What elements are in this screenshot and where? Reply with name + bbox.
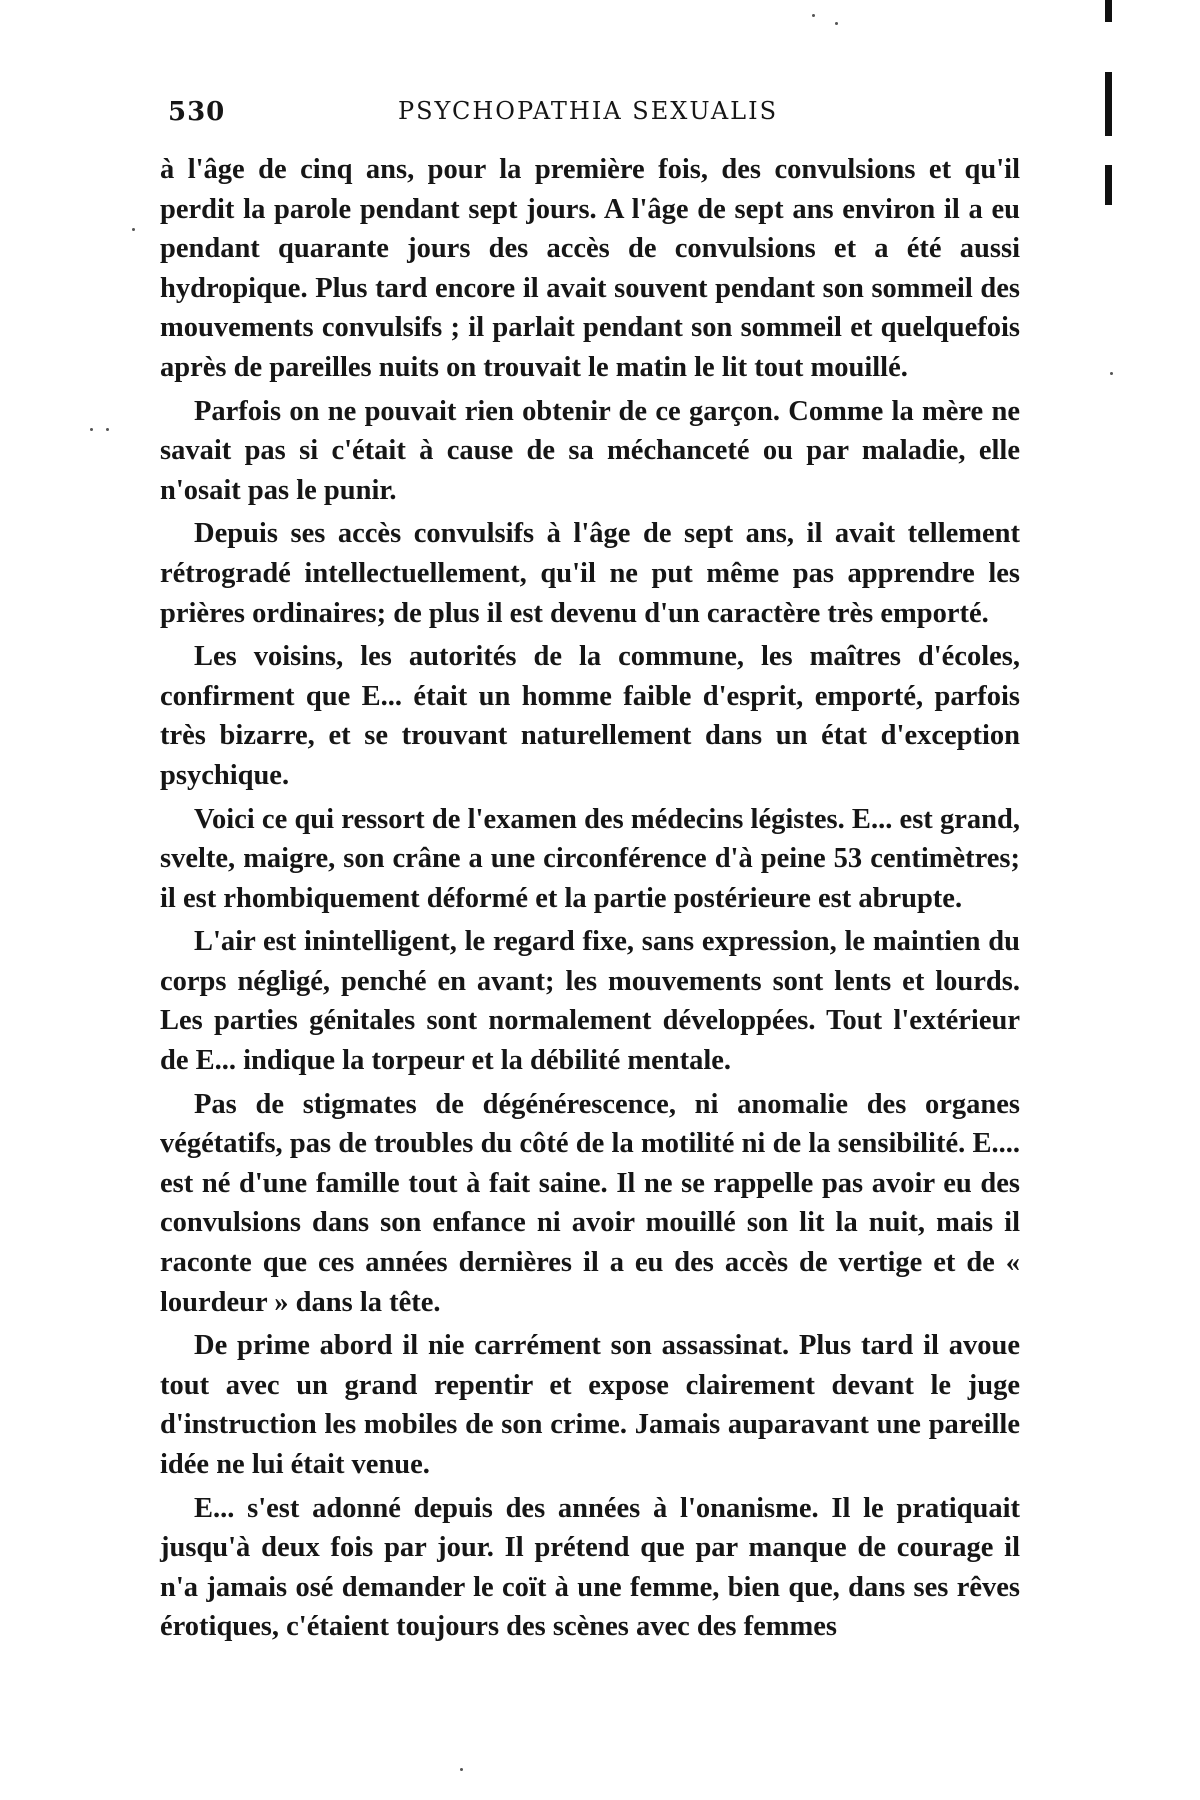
- scan-speck: [106, 428, 109, 431]
- paragraph-4: Les voisins, les autorités de la commune, les maîtres d'écoles, confirment que E... était un homme faible d'esprit, emporté, parfois très bizarre, et se trouvant naturellement dans un état d'exception psychique.: [160, 641, 1020, 791]
- scan-speck: [460, 1768, 463, 1771]
- paragraph-2: Parfois on ne pouvait rien obtenir de ce garçon. Comme la mère ne savait pas si c'était à cause de sa méchanceté ou par maladie, elle n'osait pas le punir.: [160, 395, 1020, 506]
- paragraph-8: De prime abord il nie carrément son assassinat. Plus tard il avoue tout avec un grand repentir et expose clairement devant le juge d'instruction les mobiles de son crime. Jamais auparavant une pareille idée ne lui était venue.: [160, 1330, 1020, 1480]
- scan-speck: [132, 228, 135, 231]
- paragraph-3: Depuis ses accès convulsifs à l'âge de sept ans, il avait tellement rétrogradé intellectuellement, qu'il ne put même pas apprendre les prières ordinaires; de plus il est devenu d'un caractère très emporté.: [160, 518, 1020, 629]
- paragraph-1: à l'âge de cinq ans, pour la première fois, des convulsions et qu'il perdit la parole pendant sept jours. A l'âge de sept ans environ il a eu pendant quarante jours des accès de convulsions et a été aussi hydropique. Plus tard encore il avait souvent pendant son sommeil des mouvements convulsifs ; il parlait pendant son sommeil et quelquefois après de pareilles nuits on trouvait le matin le lit tout mouillé.: [160, 154, 1020, 383]
- paragraph-7: Pas de stigmates de dégénérescence, ni anomalie des organes végétatifs, pas de troubles du côté de la motilité ni de la sensibilité. E.... est né d'une famille tout à fait saine. Il ne se rappelle pas avoir eu des convulsions dans son enfance ni avoir mouillé son lit la nuit, mais il raconte que ces années dernières il a eu des accès de vertige et de « lourdeur » dans la tête.: [160, 1088, 1020, 1318]
- page-header: [168, 97, 1008, 137]
- page-number: 530: [168, 97, 226, 127]
- paragraph-5: Voici ce qui ressort de l'examen des médecins légistes. E... est grand, svelte, maigre, son crâne a une circonférence d'à peine 53 centimètres; il est rhombiquement déformé et la partie postérieure est abrupte.: [160, 803, 1020, 914]
- scan-speck: [812, 14, 815, 17]
- scan-speck: [90, 428, 93, 431]
- scan-edge-mark-middle: [1105, 72, 1112, 136]
- paragraph-6: L'air est inintelligent, le regard fixe, sans expression, le maintien du corps négligé, penché en avant; les mouvements sont lents et lourds. Les parties génitales sont normalement développées. Tout l'extérieur de E... indique la torpeur et la débilité mentale.: [160, 926, 1020, 1077]
- scan-edge-mark-lower: [1105, 165, 1112, 205]
- scan-speck: [835, 22, 838, 25]
- running-title: PSYCHOPATHIA SEXUALIS: [397, 97, 779, 125]
- page-body: [160, 150, 1020, 1651]
- scan-edge-mark-top: [1105, 0, 1112, 22]
- paragraph-9: E... s'est adonné depuis des années à l'onanisme. Il le pratiquait jusqu'à deux fois par jour. Il prétend que par manque de courage il n'a jamais osé demander le coït à une femme, bien que, dans ses rêves érotiques, c'étaient toujours des scènes avec des femmes: [160, 1492, 1020, 1643]
- scan-speck: [1110, 372, 1113, 375]
